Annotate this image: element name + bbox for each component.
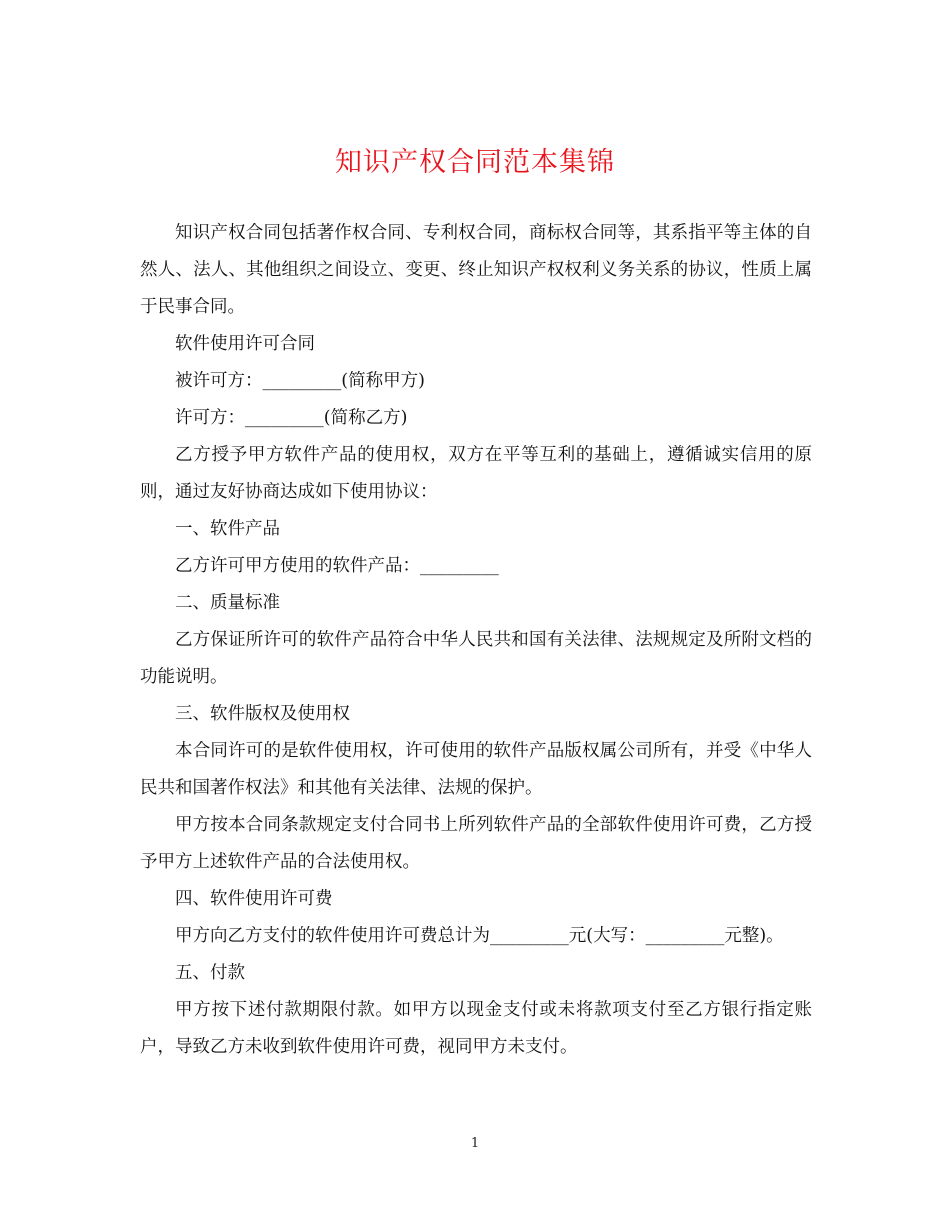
paragraph-licensee: 被许可方：_________(简称甲方)	[175, 371, 425, 391]
section-heading-copyright: 三、软件版权及使用权	[175, 704, 350, 724]
document-body	[140, 215, 812, 1066]
paragraph-license-fee: 甲方向乙方支付的软件使用许可费总计为_________元(大写：_________元整)。	[175, 926, 784, 946]
document-title: 知识产权合同范本集锦	[335, 147, 615, 178]
paragraph-copyright-2: 甲方按本合同条款规定支付合同书上所列软件产品的全部软件使用许可费，乙方授予甲方上述软件产品的合法使用权。	[140, 815, 812, 872]
paragraph-payment: 甲方按下述付款期限付款。如甲方以现金支付或未将款项支付至乙方银行指定账户，导致乙方未收到软件使用许可费，视同甲方未支付。	[140, 1000, 812, 1057]
section-heading-software-product: 一、软件产品	[175, 519, 280, 539]
paragraph-agreement-basis: 乙方授予甲方软件产品的使用权，双方在平等互利的基础上，遵循诚实信用的原则，通过友好协商达成如下使用协议：	[140, 445, 812, 502]
paragraph-quality-standard: 乙方保证所许可的软件产品符合中华人民共和国有关法律、法规规定及所附文档的功能说明。	[140, 630, 812, 687]
page-number: 1	[470, 1136, 480, 1151]
section-heading-license-fee: 四、软件使用许可费	[175, 889, 333, 909]
paragraph-licensor: 许可方：_________(简称乙方)	[175, 408, 408, 428]
paragraph-contract-name: 软件使用许可合同	[175, 334, 315, 354]
section-heading-quality-standard: 二、质量标准	[175, 593, 280, 613]
paragraph-software-product: 乙方许可甲方使用的软件产品：_________	[175, 556, 499, 576]
paragraph-copyright-1: 本合同许可的是软件使用权，许可使用的软件产品版权属公司所有，并受《中华人民共和国著作权法》和其他有关法律、法规的保护。	[140, 741, 812, 798]
section-heading-payment: 五、付款	[175, 963, 245, 983]
paragraph-intro: 知识产权合同包括著作权合同、专利权合同，商标权合同等，其系指平等主体的自然人、法人、其他组织之间设立、变更、终止知识产权权利义务关系的协议，性质上属于民事合同。	[140, 223, 812, 317]
